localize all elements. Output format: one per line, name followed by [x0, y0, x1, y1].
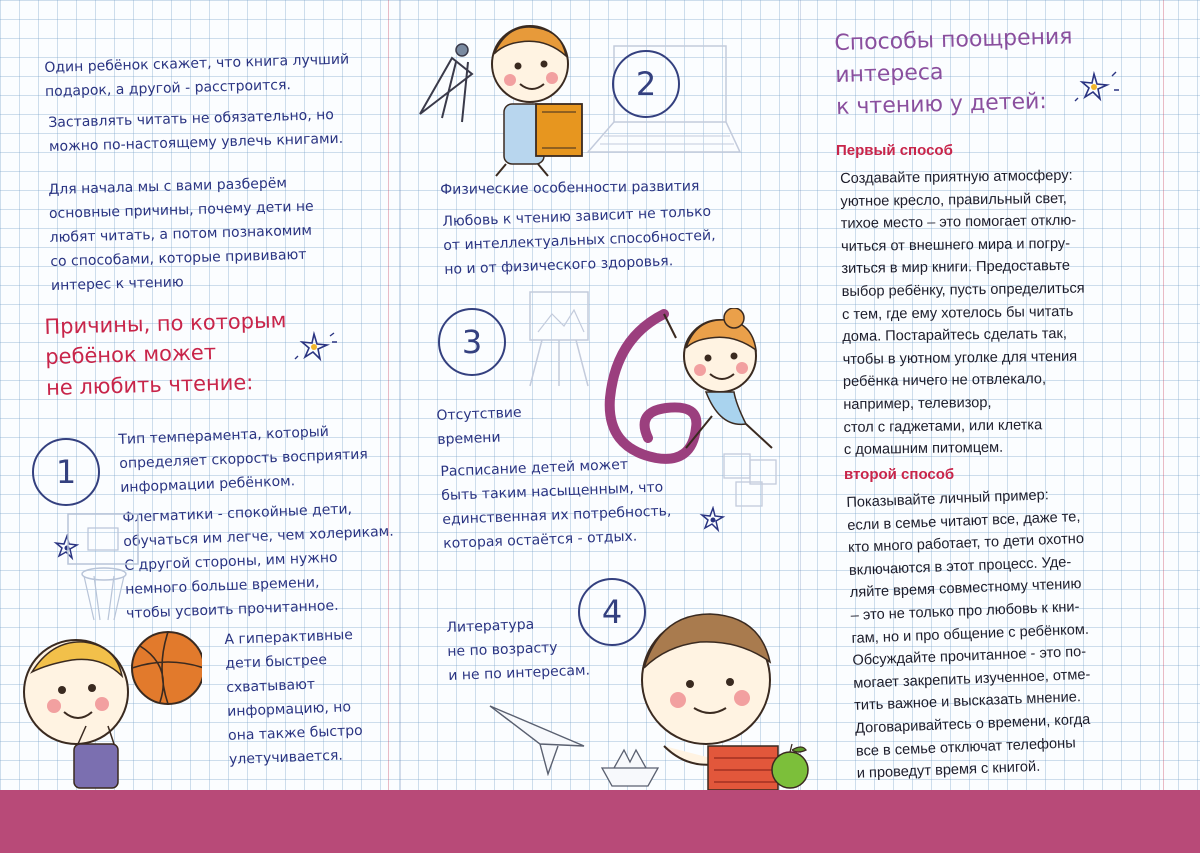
- fold-line-right: [800, 0, 801, 790]
- text-line: с домашним питомцем.: [843, 440, 1004, 459]
- text-line: обучаться им легче, чем холерикам.: [123, 523, 394, 551]
- paragraph-3: [48, 171, 316, 299]
- heading-line: Способы поощрения: [834, 24, 1073, 56]
- reason-3-number: 3: [438, 308, 506, 376]
- basketball-hoop-illustration: [60, 510, 150, 640]
- text-line: единственная их потребность,: [442, 503, 672, 529]
- fold-line-left: [400, 0, 401, 790]
- easel-sketch-illustration: [520, 280, 600, 390]
- way-2-text: [846, 483, 1095, 786]
- text-line: Заставлять читать не обязательно, но: [48, 107, 335, 131]
- boy-with-book-illustration: [412, 18, 612, 180]
- text-line: Тип темперамента, который: [118, 423, 330, 448]
- reason-1-number: 1: [32, 438, 100, 506]
- reason-4-text: [446, 611, 590, 689]
- text-line: основные причины, почему дети не: [48, 198, 314, 223]
- way-1-text: [840, 165, 1087, 462]
- text-line: чтобы в уютном уголке для чтения: [842, 348, 1078, 368]
- margin-line-right: [1163, 0, 1164, 790]
- apple-illustration: [766, 742, 814, 790]
- reason-2-text: [442, 200, 717, 283]
- reason-2-title: [440, 174, 699, 202]
- text-line: если в семье читают все, даже те,: [846, 508, 1081, 534]
- text-line: немного больше времени,: [124, 574, 320, 599]
- text-line: Литература: [446, 616, 535, 636]
- text-line: гам, но и про общение с ребёнком.: [851, 621, 1090, 647]
- heading-line: ребёнок может: [44, 340, 217, 370]
- text-line: могает закрепить изученное, отме-: [853, 666, 1091, 692]
- text-line: информацию, но: [226, 699, 352, 721]
- heading-line: Причины, по которым: [44, 308, 287, 339]
- text-line: дома. Постарайтесь сделать так,: [842, 326, 1068, 346]
- text-line: Расписание детей может: [440, 456, 629, 480]
- text-line: которая остаётся - отдых.: [442, 528, 638, 553]
- text-line: Отсутствие: [436, 404, 522, 424]
- sparkle-icon: [698, 506, 728, 534]
- intro-text: [44, 47, 350, 104]
- text-line: Создавайте приятную атмосферу:: [840, 167, 1073, 187]
- text-line: тить важное и высказать мнение.: [853, 689, 1082, 715]
- text-line: Физические особенности развития: [440, 178, 700, 198]
- text-line: улетучивается.: [228, 747, 344, 769]
- text-line: выбор ребёнку, пусть определиться: [841, 280, 1085, 301]
- text-line: А гиперактивные: [224, 627, 354, 648]
- text-line: Договаривайтесь о времени, когда: [854, 711, 1091, 737]
- reason-2-number: 2: [612, 50, 680, 118]
- text-line: Обсуждайте прочитанное - это по-: [852, 644, 1087, 670]
- text-line: С другой стороны, им нужно: [124, 549, 338, 575]
- text-line: схватывают: [226, 676, 316, 697]
- heading-line: интереса: [834, 59, 944, 88]
- text-line: определяет скорость восприятия: [119, 446, 369, 473]
- text-line: со способами, которые прививают: [50, 247, 307, 271]
- text-line: например, телевизор,: [843, 395, 992, 414]
- abc-blocks-sketch: [716, 446, 786, 512]
- margin-line-left: [388, 0, 389, 790]
- way-2-title: второй способ: [844, 466, 955, 483]
- text-line: любят читать, а потом познакомим: [49, 222, 313, 247]
- paper-plane-illustration: [488, 700, 588, 776]
- reason-3-title: [436, 401, 523, 452]
- text-line: стол с гаджетами, или клетка: [843, 416, 1043, 436]
- text-line: – это не только про любовь к кни-: [850, 599, 1080, 624]
- text-line: она также быстро: [227, 723, 363, 745]
- way-1-title: Первый способ: [836, 142, 953, 159]
- reason-3-text: [440, 451, 673, 556]
- text-line: кто много работает, то дети охотно: [847, 531, 1085, 557]
- text-line: Любовь к чтению зависит не только: [442, 203, 712, 230]
- reasons-heading: [44, 305, 289, 403]
- reason-4-number: 4: [578, 578, 646, 646]
- text-line: включаются в этот процесс. Уде-: [848, 554, 1072, 579]
- sparkle-icon: [1074, 68, 1120, 108]
- text-line: Один ребёнок скажет, что книга лучший: [44, 51, 350, 76]
- bottom-band: [0, 790, 1200, 853]
- text-line: но и от физического здоровья.: [444, 253, 674, 279]
- reason-1-text-b: [122, 496, 397, 627]
- text-line: дети быстрее: [225, 652, 328, 673]
- text-line: от интеллектуальных способностей,: [443, 227, 716, 255]
- text-line: ляйте время совместному чтению: [849, 576, 1082, 602]
- paragraph-2: [48, 103, 343, 159]
- text-line: с тем, где ему хотелось бы читать: [841, 303, 1074, 323]
- text-line: зиться в мир книги. Предоставьте: [841, 258, 1071, 278]
- text-line: тихое место – это помогает отклю-: [840, 212, 1077, 233]
- text-line: и проведут время с книгой.: [856, 759, 1041, 783]
- text-line: можно по-настоящему увлечь книгами.: [48, 130, 344, 156]
- sparkle-icon: [294, 330, 338, 364]
- reason-1-text-a: [118, 418, 369, 500]
- text-line: быть таким насыщенным, что: [441, 479, 664, 505]
- text-line: и не по интересам.: [448, 662, 591, 685]
- thinking-boy-illustration: [630, 596, 780, 790]
- text-line: времени: [437, 429, 501, 449]
- text-line: Флегматики - спокойные дети,: [122, 501, 353, 526]
- text-line: чтобы усвоить прочитанное.: [125, 598, 339, 623]
- boy-with-basketball-illustration: [12, 626, 202, 792]
- reason-1-text-c: [224, 623, 364, 773]
- text-line: подарок, а другой - расстроится.: [44, 77, 292, 101]
- text-line: информации ребёнком.: [120, 473, 296, 497]
- text-line: интерес к чтению: [50, 274, 184, 295]
- text-line: уютное кресло, правильный свет,: [840, 190, 1067, 210]
- text-line: все в семье отключат телефоны: [855, 735, 1076, 760]
- heading-line: не любить чтение:: [45, 370, 254, 400]
- text-line: читься от внешнего мира и погру-: [840, 235, 1071, 255]
- text-line: ребёнка ничего не отвлекало,: [842, 371, 1047, 391]
- ways-heading: [834, 21, 1075, 123]
- text-line: не по возрасту: [447, 639, 558, 661]
- text-line: Показывайте личный пример:: [846, 487, 1050, 511]
- text-line: Для начала мы с вами разберём: [48, 175, 288, 198]
- heading-line: к чтению у детей:: [835, 88, 1048, 120]
